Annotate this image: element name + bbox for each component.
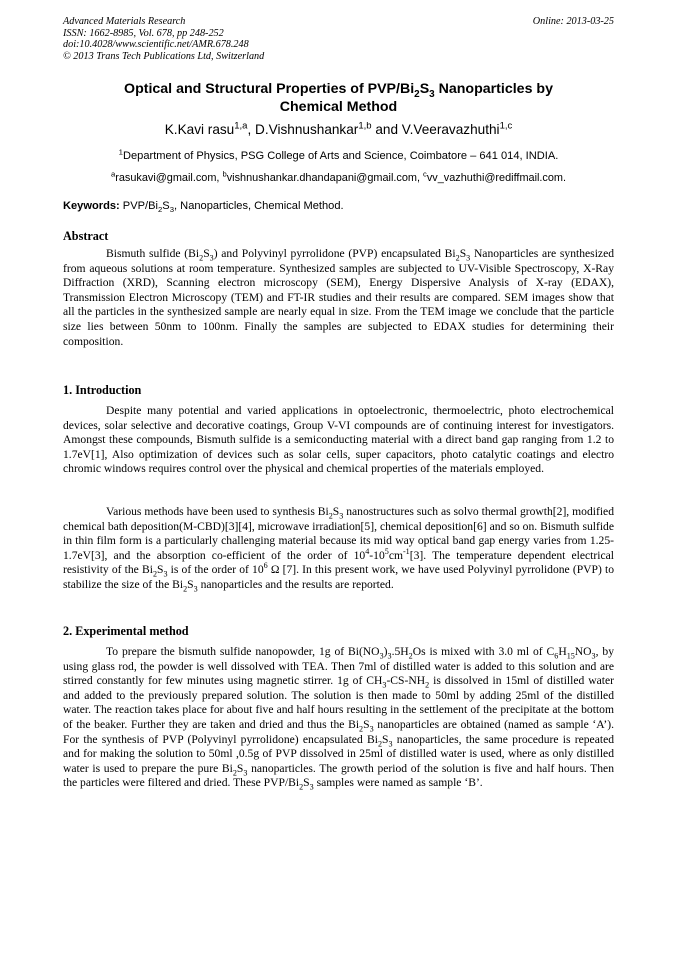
author-list: K.Kavi rasu$^{1,a}$, D.Vishnushankar$^{1,b}$ and V.Veeravazhuthi$^{1,c}$ [164,120,513,137]
affiliation: $^1$Department of Physics, PSG College of Arts and Science, Coimbatore – 641 014, INDIA. [118,147,559,162]
introduction-paragraph-2: Various methods have been used to synthesis $Bi_2S_3$ nanostructures such as solvo thermal growth[2], modified chemical bath deposition(M-CBD)[3][4], microwave irradiation[5], chemical deposition[6] and so on. Bismuth sulfide in thin film form is a particularly challenging material because its mid way optical band gap energy varies from 1.25-1.7eV[3], and the absorption co-efficient of the order of $10^4-10^5cm^{-1}[3]$. The temperature dependent electrical resistivity of the $Bi_2S_3$ is of the order of $10^6$ Ω [7]. In this present work, we have used Polyvinyl pyrrolidone (PVP) to stabilize the size of the $Bi_2S_3$ nanoparticles and the results are reported. [63,505,614,594]
journal-issn: ISSN: 1662-8985, Vol. 678, pp 248-252 [63,27,224,39]
author-3: V.Veeravazhuthi [401,122,500,137]
abstract-paragraph: Bismuth sulfide $(Bi_2S_3)$ and Polyvinyl pyrrolidone (PVP) encapsulated $Bi_2S_3$ Nanoparticles are synthesized from aqueous solutions at room temperature. Synthesized samples are subjected to UV-Visible Spectroscopy, X-Ray Diffraction (XRD), Scanning electron microscopy (SEM), Energy Dispersive Analysis of X-ray (EDAX), Transmission Electron Microscopy (TEM) and FT-IR studies and their results are compared. SEM images show that all the particles in the synthesized sample are nearly equal in size. From the TEM image we conclude that the particle size lies between 50nm to 100nm. Finally the samples are subjected to EDAX studies for determining their composition. [63,247,615,348]
online-date: Online: 2013-03-25 [532,16,614,27]
abstract-heading: Abstract [63,229,109,243]
paper-title [63,81,614,116]
introduction-heading: 1. Introduction [63,383,142,397]
journal-copyright: © 2013 Trans Tech Publications Ltd, Switzerland [63,50,265,62]
author-1: K.Kavi rasu [164,122,235,137]
introduction-paragraph-1: Despite many potential and varied applications in optoelectronic, thermoelectric, photo electrochemical devices, solar selective and decorative coatings, Group V-VI compounds are of continuing interest for investigators. Amongst these compounds, Bismuth sulfide is a semiconducting material with a direct band gap ranging from 1.2 to 1.7eV[1], Also optimization of devices such as solar cells, super capacitors, photo catalytic coatings and electro chromic windows requires control over the physical and chemical properties of the materials employed. [63,404,614,476]
keywords: Keywords: PVP/$Bi_2S_3$, Nanoparticles, Chemical Method. [63,200,344,215]
email-c[interactable]: vv_vazhuthi@rediffmail.com. [426,172,567,184]
experimental-heading: 2. Experimental method [63,624,189,638]
experimental-paragraph: To prepare the bismuth sulfide nanopowder, 1g of $Bi(NO_3)_3.5H_2Os$ is mixed with 3.0 ml of $C_6H_{15}NO_3$, by using glass rod, the powder is well dissolved with TEA. Then 7ml of distilled water is added to this solution and are stirred constantly for few minutes using magnetic stirrer. 1g of $CH_3-CS-NH_2$ is dissolved in 15ml of distilled water and added to the previously prepared solution. The solution is then made to 50ml by adding 25ml of the distilled water. The reaction takes place for about five and half hours resulting in the settlement of the precipitate at the bottom of the beaker. Further they are taken and dried and thus the $Bi_2S_3$ nanoparticles are obtained (named as sample ‘A’). For the synthesis of PVP (Polyvinyl pyrrolidone) encapsulated $Bi_2S_3$ nanoparticles, the same procedure is repeated and for making the solution to 50ml ,0.5g of PVP dissolved in 25ml of distilled water is used, where as only distilled water is used to prepare the pure $Bi_2S_3$ nanoparticles. The growth period of the solution is five and half hours. Then the particles were filtered and dried. These PVP/$Bi_2S_3$ samples were named as sample ‘B’. [63,645,615,792]
author-2: D.Vishnushankar [255,122,359,137]
title-line-2: Chemical Method [279,98,398,115]
journal-doi: doi:10.4028/www.scientific.net/AMR.678.248 [63,39,249,51]
email-b[interactable]: vishnushankar.dhandapani@gmail.com, [226,172,424,184]
email-a[interactable]: rasukavi@gmail.com, [115,172,223,184]
title-line-1: Optical and Structural Properties of PVP/$Bi_2S_3$ Nanoparticles by [124,81,553,100]
journal-header [63,16,264,62]
author-emails: $^a$rasukavi@gmail.com, $^b$vishnushankar.dhandapani@gmail.com, $^c$vv_vazhuthi@rediffmail.com. [110,169,567,184]
keywords-label: Keywords: [63,200,120,212]
journal-name: Advanced Materials Research [63,16,186,27]
